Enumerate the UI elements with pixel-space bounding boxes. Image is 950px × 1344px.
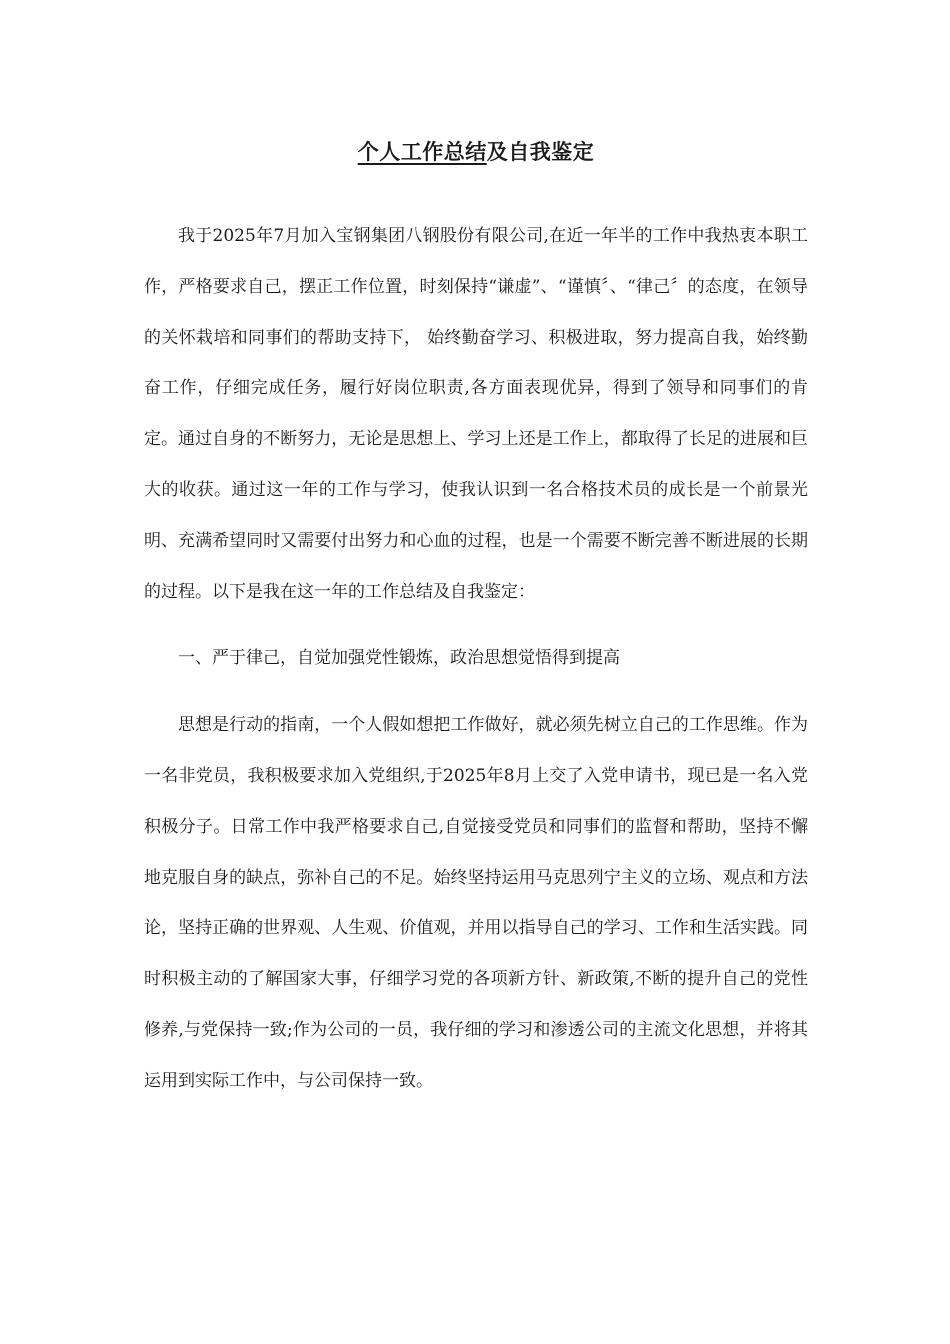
title-rest-part: 及自我鉴定 [486, 139, 595, 164]
section-heading-1: 一、严于律己，自觉加强党性锻炼，政治思想觉悟得到提高 [178, 648, 620, 669]
paragraph-intro: 我于2025年7月加入宝钢集团八钢股份有限公司,在近一年半的工作中我热衷本职工作，严格要求自己，摆正工作位置，时刻保持“谦虚”、“谨慎〞、“律己〞的态度，在领导的关怀栽培和同事们的帮助支持下， 始终勤奋学习、积极进取，努力提高自我，始终勤奋工作，仔细完成任务，履行好岗位职责,各方面表现优异，得到了领导和同事们的肯定。通过自身的不断努力，无论是思想上、学习上还是工作上，都取得了长足的进展和巨大的收获。通过这一年的工作与学习，使我认识到一名合格技术员的成长是一个前景光明、充满希望同时又需要付出努力和心血的过程，也是一个需要不断完善不断进展的长期的过程。以下是我在这一年的工作总结及自我鉴定： [144, 226, 808, 602]
document-title [144, 136, 808, 168]
paragraph-section-1: 思想是行动的指南，一个人假如想把工作做好，就必须先树立自己的工作思维。作为一名非党员，我积极要求加入党组织,于2025年8月上交了入党申请书，现已是一名入党积极分子。日常工作中我严格要求自己,自觉接受党员和同事们的监督和帮助，坚持不懈地克服自身的缺点，弥补自己的不足。始终坚持运用马克思列宁主义的立场、观点和方法论，坚持正确的世界观、人生观、价值观，并用以指导自己的学习、工作和生活实践。同时积极主动的了解国家大事，仔细学习党的各项新方针、新政策,不断的提升自己的党性修养,与党保持一致;作为公司的一员，我仔细的学习和渗透公司的主流文化思想，并将其运用到实际工作中，与公司保持一致。 [144, 715, 808, 1091]
title-underlined-part: 个人工作总结 [357, 139, 487, 164]
